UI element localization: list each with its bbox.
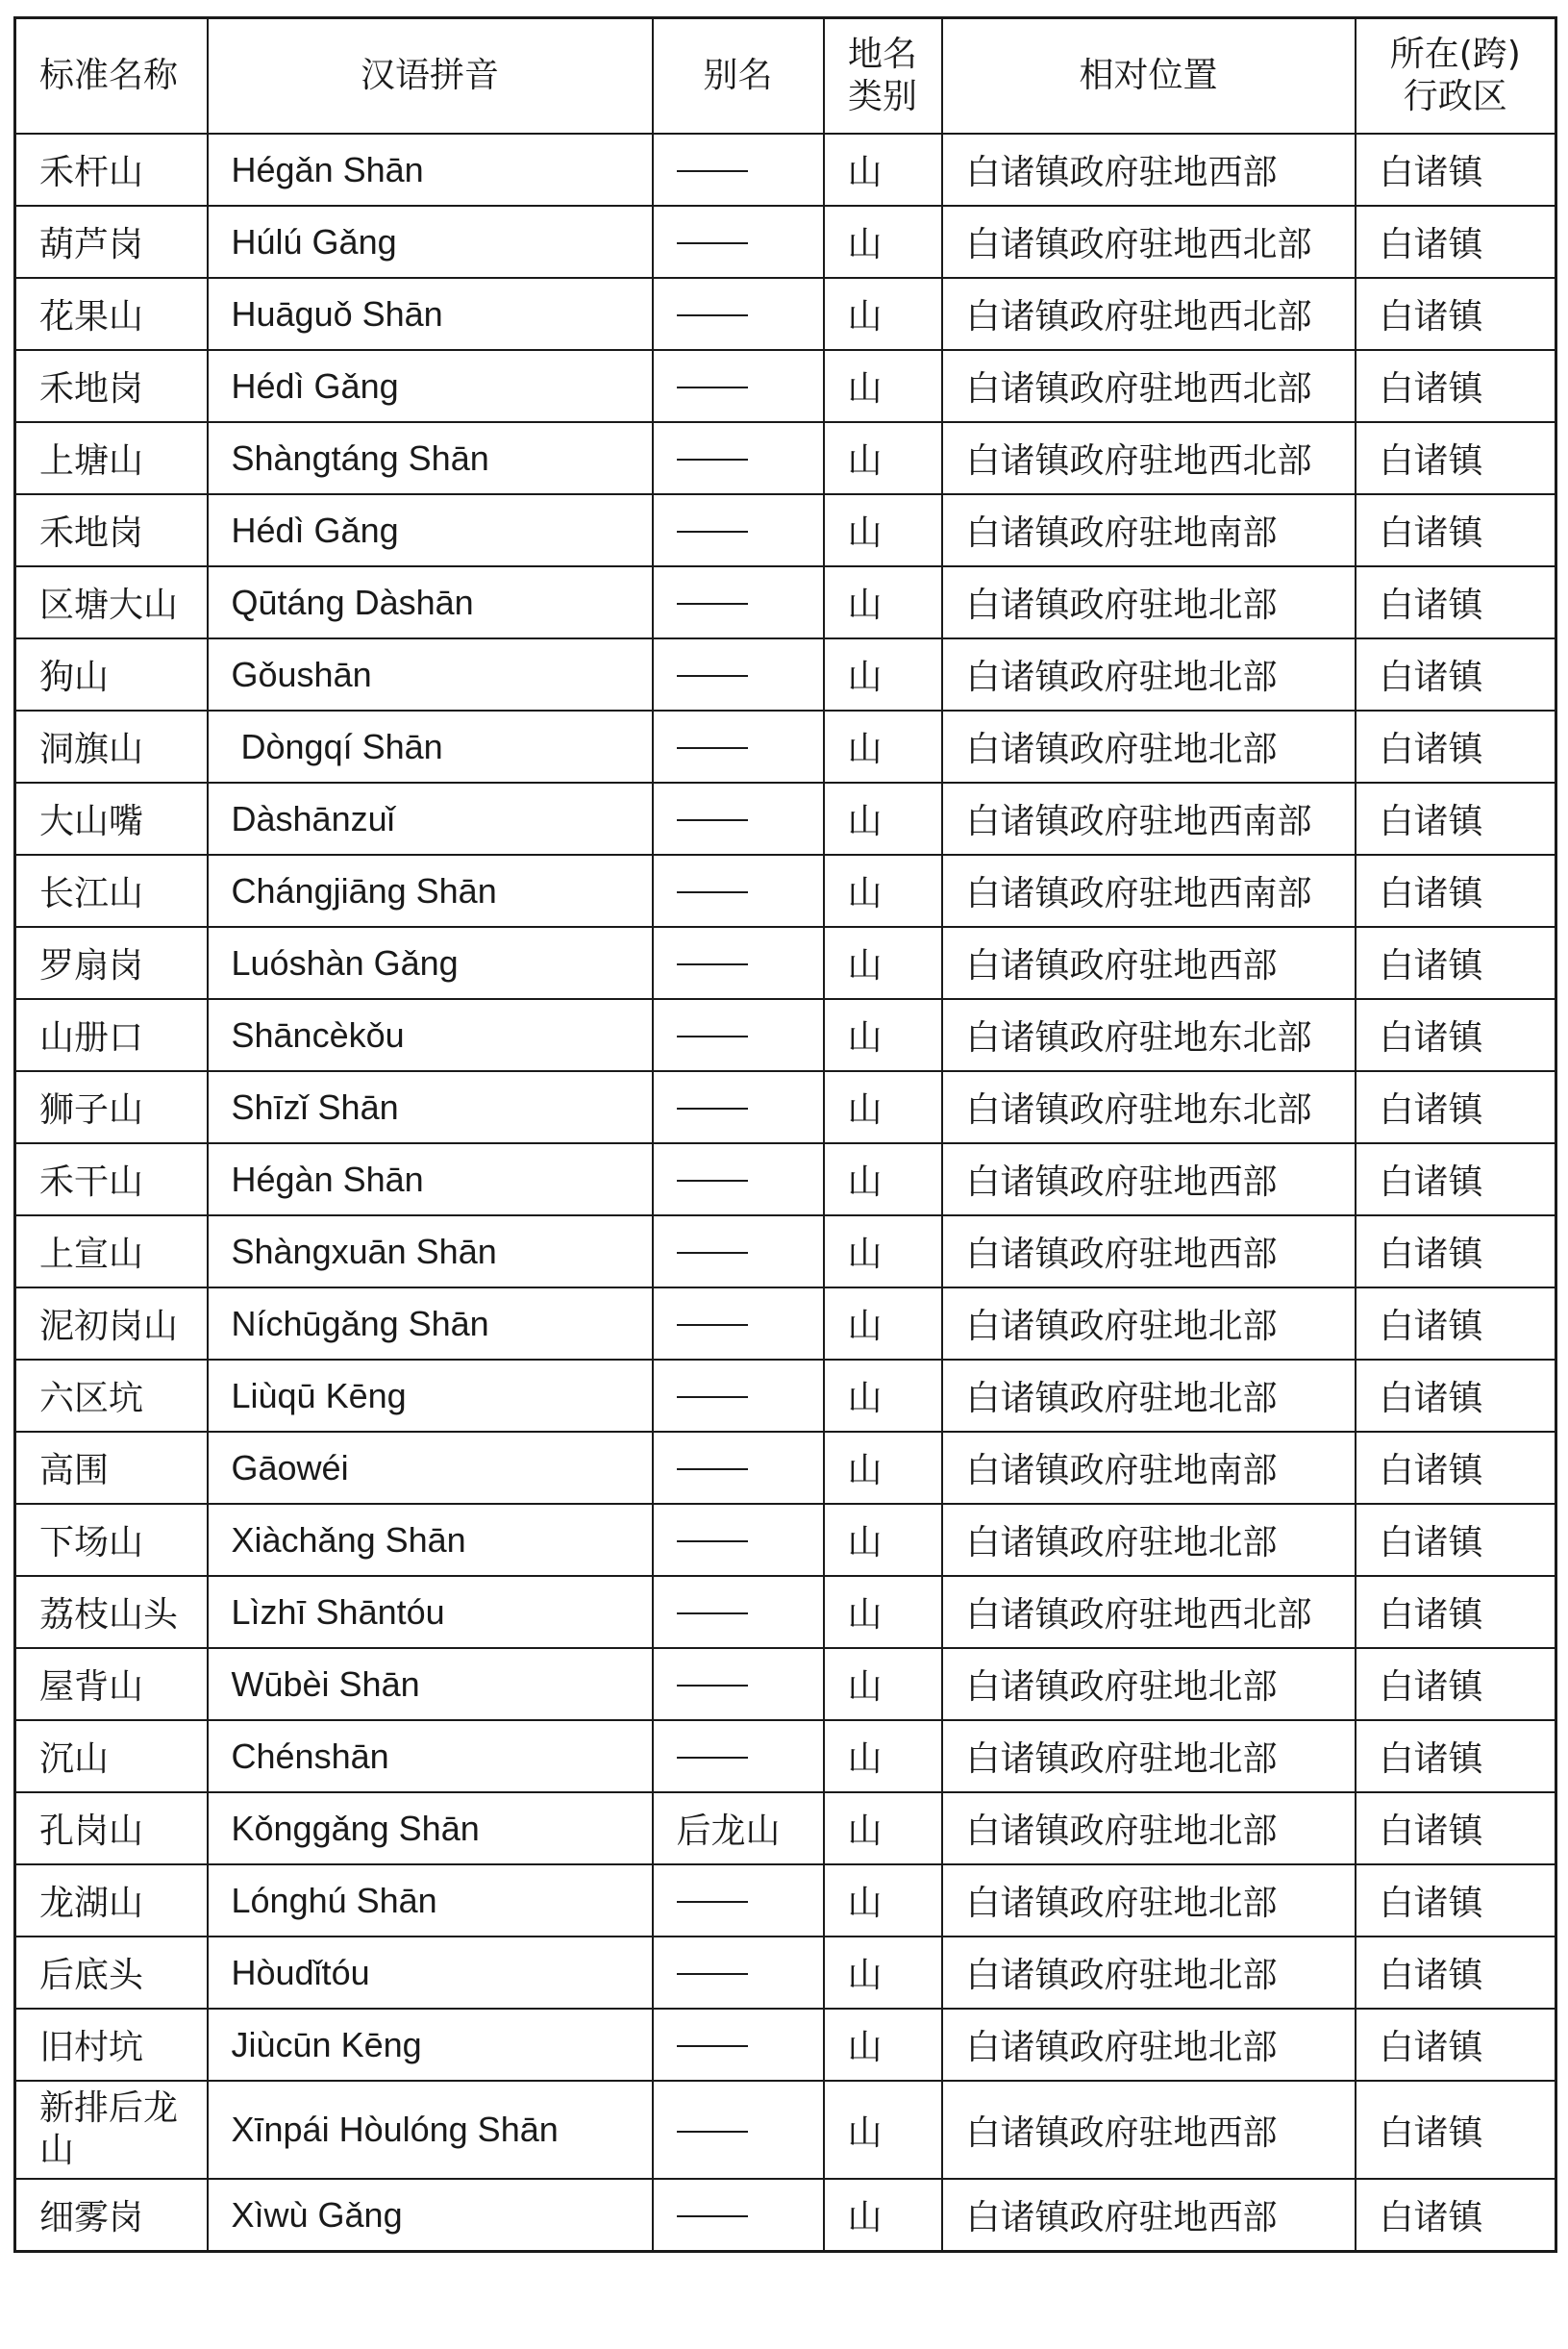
cell-region: 白诸镇 [1356,278,1556,350]
cell-standard-name: 花果山 [15,278,208,350]
cell-region: 白诸镇 [1356,1937,1556,2009]
table-row [15,1432,1556,1504]
cell-region: 白诸镇 [1356,783,1556,855]
cell-region: 白诸镇 [1356,1360,1556,1432]
cell-alias [653,422,824,494]
cell-alias [653,494,824,566]
cell-standard-name: 孔岗山 [15,1792,208,1864]
cell-pinyin: Wūbèi Shān [208,1648,653,1720]
place-name-table-container [13,16,1555,2253]
cell-position: 白诸镇政府驻地北部 [942,1720,1356,1792]
cell-alias [653,2081,824,2179]
empty-dash [677,2045,748,2047]
empty-dash [677,891,748,893]
cell-region: 白诸镇 [1356,1720,1556,1792]
cell-region: 白诸镇 [1356,1792,1556,1864]
cell-category: 山 [824,927,942,999]
cell-region: 白诸镇 [1356,206,1556,278]
cell-pinyin: Chénshān [208,1720,653,1792]
cell-region: 白诸镇 [1356,566,1556,638]
header-name: 标准名称 [15,18,208,135]
cell-position: 白诸镇政府驻地北部 [942,638,1356,711]
cell-standard-name: 新排后龙山 [15,2081,208,2179]
cell-region: 白诸镇 [1356,999,1556,1071]
cell-category: 山 [824,1143,942,1215]
cell-alias [653,638,824,711]
table-row [15,1215,1556,1287]
empty-dash [677,531,748,533]
empty-dash [677,675,748,677]
cell-position: 白诸镇政府驻地北部 [942,1792,1356,1864]
cell-region: 白诸镇 [1356,422,1556,494]
empty-dash [677,459,748,461]
cell-alias [653,711,824,783]
cell-alias [653,1360,824,1432]
cell-category: 山 [824,1432,942,1504]
empty-dash [677,387,748,388]
cell-standard-name: 下场山 [15,1504,208,1576]
header-category: 地名 类别 [824,18,942,135]
cell-position: 白诸镇政府驻地北部 [942,711,1356,783]
cell-region: 白诸镇 [1356,1504,1556,1576]
cell-pinyin: Shàngxuān Shān [208,1215,653,1287]
cell-pinyin: Húlú Gǎng [208,206,653,278]
cell-category: 山 [824,855,942,927]
cell-pinyin: Shīzǐ Shān [208,1071,653,1143]
cell-position: 白诸镇政府驻地北部 [942,1864,1356,1937]
cell-alias [653,1071,824,1143]
table-row [15,1287,1556,1360]
empty-dash [677,314,748,316]
cell-region: 白诸镇 [1356,350,1556,422]
cell-category: 山 [824,1071,942,1143]
cell-standard-name: 区塘大山 [15,566,208,638]
cell-pinyin: Xīnpái Hòulóng Shān [208,2081,653,2179]
table-row [15,1143,1556,1215]
cell-alias [653,2009,824,2081]
cell-category: 山 [824,2081,942,2179]
cell-pinyin: Níchūgǎng Shān [208,1287,653,1360]
cell-category: 山 [824,1576,942,1648]
cell-alias [653,278,824,350]
table-row [15,422,1556,494]
cell-category: 山 [824,1792,942,1864]
cell-standard-name: 禾干山 [15,1143,208,1215]
cell-position: 白诸镇政府驻地北部 [942,1504,1356,1576]
header-region: 所在(跨) 行政区 [1356,18,1556,135]
empty-dash [677,2131,748,2133]
cell-pinyin: Xìwù Gǎng [208,2179,653,2252]
cell-category: 山 [824,1720,942,1792]
cell-standard-name: 禾杆山 [15,134,208,206]
cell-standard-name: 大山嘴 [15,783,208,855]
header-pinyin: 汉语拼音 [208,18,653,135]
table-row [15,350,1556,422]
cell-position: 白诸镇政府驻地西北部 [942,350,1356,422]
empty-dash [677,963,748,965]
cell-standard-name: 禾地岗 [15,494,208,566]
cell-category: 山 [824,1287,942,1360]
cell-region: 白诸镇 [1356,855,1556,927]
cell-region: 白诸镇 [1356,134,1556,206]
cell-region: 白诸镇 [1356,2081,1556,2179]
cell-standard-name: 荔枝山头 [15,1576,208,1648]
cell-pinyin: Chángjiāng Shān [208,855,653,927]
cell-pinyin: Hégǎn Shān [208,134,653,206]
empty-dash [677,1757,748,1759]
table-row [15,1792,1556,1864]
table-row [15,566,1556,638]
cell-standard-name: 山册口 [15,999,208,1071]
cell-region: 白诸镇 [1356,1648,1556,1720]
cell-position: 白诸镇政府驻地西南部 [942,855,1356,927]
empty-dash [677,242,748,244]
cell-alias [653,1432,824,1504]
cell-position: 白诸镇政府驻地北部 [942,1360,1356,1432]
cell-standard-name: 禾地岗 [15,350,208,422]
cell-region: 白诸镇 [1356,1071,1556,1143]
cell-position: 白诸镇政府驻地北部 [942,566,1356,638]
cell-alias [653,927,824,999]
cell-pinyin: Jiùcūn Kēng [208,2009,653,2081]
cell-pinyin: Shāncèkǒu [208,999,653,1071]
table-header-row [15,18,1556,135]
empty-dash [677,1468,748,1470]
cell-region: 白诸镇 [1356,1143,1556,1215]
empty-dash [677,1036,748,1037]
empty-dash [677,1612,748,1614]
cell-pinyin: Dòngqí Shān [208,711,653,783]
table-row [15,1071,1556,1143]
cell-position: 白诸镇政府驻地东北部 [942,1071,1356,1143]
cell-alias [653,999,824,1071]
cell-position: 白诸镇政府驻地南部 [942,1432,1356,1504]
cell-category: 山 [824,1648,942,1720]
cell-pinyin: Xiàchǎng Shān [208,1504,653,1576]
cell-category: 山 [824,783,942,855]
cell-standard-name: 龙湖山 [15,1864,208,1937]
table-row [15,927,1556,999]
cell-alias [653,1143,824,1215]
empty-dash [677,603,748,605]
cell-standard-name: 长江山 [15,855,208,927]
cell-alias [653,1648,824,1720]
cell-category: 山 [824,1215,942,1287]
cell-alias [653,1864,824,1937]
cell-position: 白诸镇政府驻地北部 [942,2009,1356,2081]
cell-alias [653,134,824,206]
table-row [15,1937,1556,2009]
cell-region: 白诸镇 [1356,927,1556,999]
cell-standard-name: 高围 [15,1432,208,1504]
cell-alias [653,1576,824,1648]
cell-alias [653,1720,824,1792]
cell-position: 白诸镇政府驻地西部 [942,2179,1356,2252]
cell-alias [653,855,824,927]
cell-region: 白诸镇 [1356,2179,1556,2252]
empty-dash [677,1540,748,1542]
cell-pinyin: Hòudǐtóu [208,1937,653,2009]
cell-category: 山 [824,278,942,350]
cell-standard-name: 上宣山 [15,1215,208,1287]
cell-alias: 后龙山 [653,1792,824,1864]
cell-alias [653,1504,824,1576]
cell-pinyin: Kǒnggǎng Shān [208,1792,653,1864]
cell-standard-name: 上塘山 [15,422,208,494]
table-row [15,855,1556,927]
cell-region: 白诸镇 [1356,1864,1556,1937]
cell-category: 山 [824,2179,942,2252]
table-row [15,2009,1556,2081]
cell-standard-name: 罗扇岗 [15,927,208,999]
empty-dash [677,1324,748,1326]
cell-position: 白诸镇政府驻地北部 [942,1287,1356,1360]
cell-category: 山 [824,1360,942,1432]
cell-standard-name: 葫芦岗 [15,206,208,278]
header-alias: 别名 [653,18,824,135]
empty-dash [677,1252,748,1254]
cell-pinyin: Hédì Gǎng [208,350,653,422]
empty-dash [677,1685,748,1687]
empty-dash [677,2215,748,2217]
cell-position: 白诸镇政府驻地西北部 [942,278,1356,350]
cell-standard-name: 狗山 [15,638,208,711]
table-row [15,134,1556,206]
table-row [15,1720,1556,1792]
cell-alias [653,350,824,422]
empty-dash [677,1108,748,1110]
cell-category: 山 [824,134,942,206]
cell-pinyin: Qūtáng Dàshān [208,566,653,638]
table-row [15,999,1556,1071]
table-row [15,1864,1556,1937]
cell-standard-name: 屋背山 [15,1648,208,1720]
table-row [15,278,1556,350]
cell-position: 白诸镇政府驻地北部 [942,1648,1356,1720]
cell-position: 白诸镇政府驻地东北部 [942,999,1356,1071]
cell-pinyin: Hégàn Shān [208,1143,653,1215]
cell-standard-name: 后底头 [15,1937,208,2009]
cell-standard-name: 洞旗山 [15,711,208,783]
cell-category: 山 [824,422,942,494]
cell-position: 白诸镇政府驻地西部 [942,134,1356,206]
table-row [15,206,1556,278]
cell-alias [653,206,824,278]
cell-pinyin: Gǒushān [208,638,653,711]
cell-category: 山 [824,711,942,783]
cell-pinyin: Huāguǒ Shān [208,278,653,350]
cell-region: 白诸镇 [1356,1432,1556,1504]
table-row [15,1504,1556,1576]
empty-dash [677,170,748,172]
cell-alias [653,783,824,855]
cell-standard-name: 狮子山 [15,1071,208,1143]
cell-alias [653,1937,824,2009]
cell-pinyin: Gāowéi [208,1432,653,1504]
empty-dash [677,819,748,821]
cell-region: 白诸镇 [1356,1215,1556,1287]
cell-category: 山 [824,999,942,1071]
cell-category: 山 [824,1504,942,1576]
cell-pinyin: Lìzhī Shāntóu [208,1576,653,1648]
empty-dash [677,747,748,749]
cell-region: 白诸镇 [1356,1287,1556,1360]
cell-pinyin: Hédì Gǎng [208,494,653,566]
cell-position: 白诸镇政府驻地北部 [942,1937,1356,2009]
empty-dash [677,1180,748,1182]
cell-pinyin: Dàshānzuǐ [208,783,653,855]
cell-standard-name: 旧村坑 [15,2009,208,2081]
cell-position: 白诸镇政府驻地西部 [942,2081,1356,2179]
cell-position: 白诸镇政府驻地西北部 [942,422,1356,494]
cell-pinyin: Lónghú Shān [208,1864,653,1937]
table-row [15,494,1556,566]
cell-category: 山 [824,350,942,422]
cell-position: 白诸镇政府驻地西南部 [942,783,1356,855]
cell-position: 白诸镇政府驻地西部 [942,1143,1356,1215]
cell-category: 山 [824,1937,942,2009]
table-row [15,1360,1556,1432]
table-row [15,638,1556,711]
cell-position: 白诸镇政府驻地西北部 [942,1576,1356,1648]
table-row [15,1576,1556,1648]
cell-position: 白诸镇政府驻地西部 [942,1215,1356,1287]
cell-region: 白诸镇 [1356,638,1556,711]
cell-region: 白诸镇 [1356,711,1556,783]
cell-alias [653,566,824,638]
empty-dash [677,1396,748,1398]
cell-category: 山 [824,2009,942,2081]
cell-region: 白诸镇 [1356,2009,1556,2081]
cell-category: 山 [824,1864,942,1937]
cell-position: 白诸镇政府驻地西部 [942,927,1356,999]
cell-standard-name: 六区坑 [15,1360,208,1432]
empty-dash [677,1973,748,1975]
cell-pinyin: Liùqū Kēng [208,1360,653,1432]
table-body [15,134,1556,2252]
place-name-table [13,16,1557,2253]
empty-dash [677,1901,748,1903]
cell-standard-name: 沉山 [15,1720,208,1792]
cell-standard-name: 细雾岗 [15,2179,208,2252]
header-position: 相对位置 [942,18,1356,135]
table-row [15,2179,1556,2252]
table-row [15,2081,1556,2179]
cell-category: 山 [824,206,942,278]
cell-position: 白诸镇政府驻地南部 [942,494,1356,566]
cell-category: 山 [824,638,942,711]
cell-pinyin: Luóshàn Gǎng [208,927,653,999]
cell-standard-name: 泥初岗山 [15,1287,208,1360]
cell-category: 山 [824,566,942,638]
cell-region: 白诸镇 [1356,494,1556,566]
cell-category: 山 [824,494,942,566]
cell-alias [653,1287,824,1360]
cell-alias [653,1215,824,1287]
cell-pinyin: Shàngtáng Shān [208,422,653,494]
table-row [15,783,1556,855]
table-row [15,711,1556,783]
cell-region: 白诸镇 [1356,1576,1556,1648]
cell-position: 白诸镇政府驻地西北部 [942,206,1356,278]
cell-alias [653,2179,824,2252]
table-row [15,1648,1556,1720]
